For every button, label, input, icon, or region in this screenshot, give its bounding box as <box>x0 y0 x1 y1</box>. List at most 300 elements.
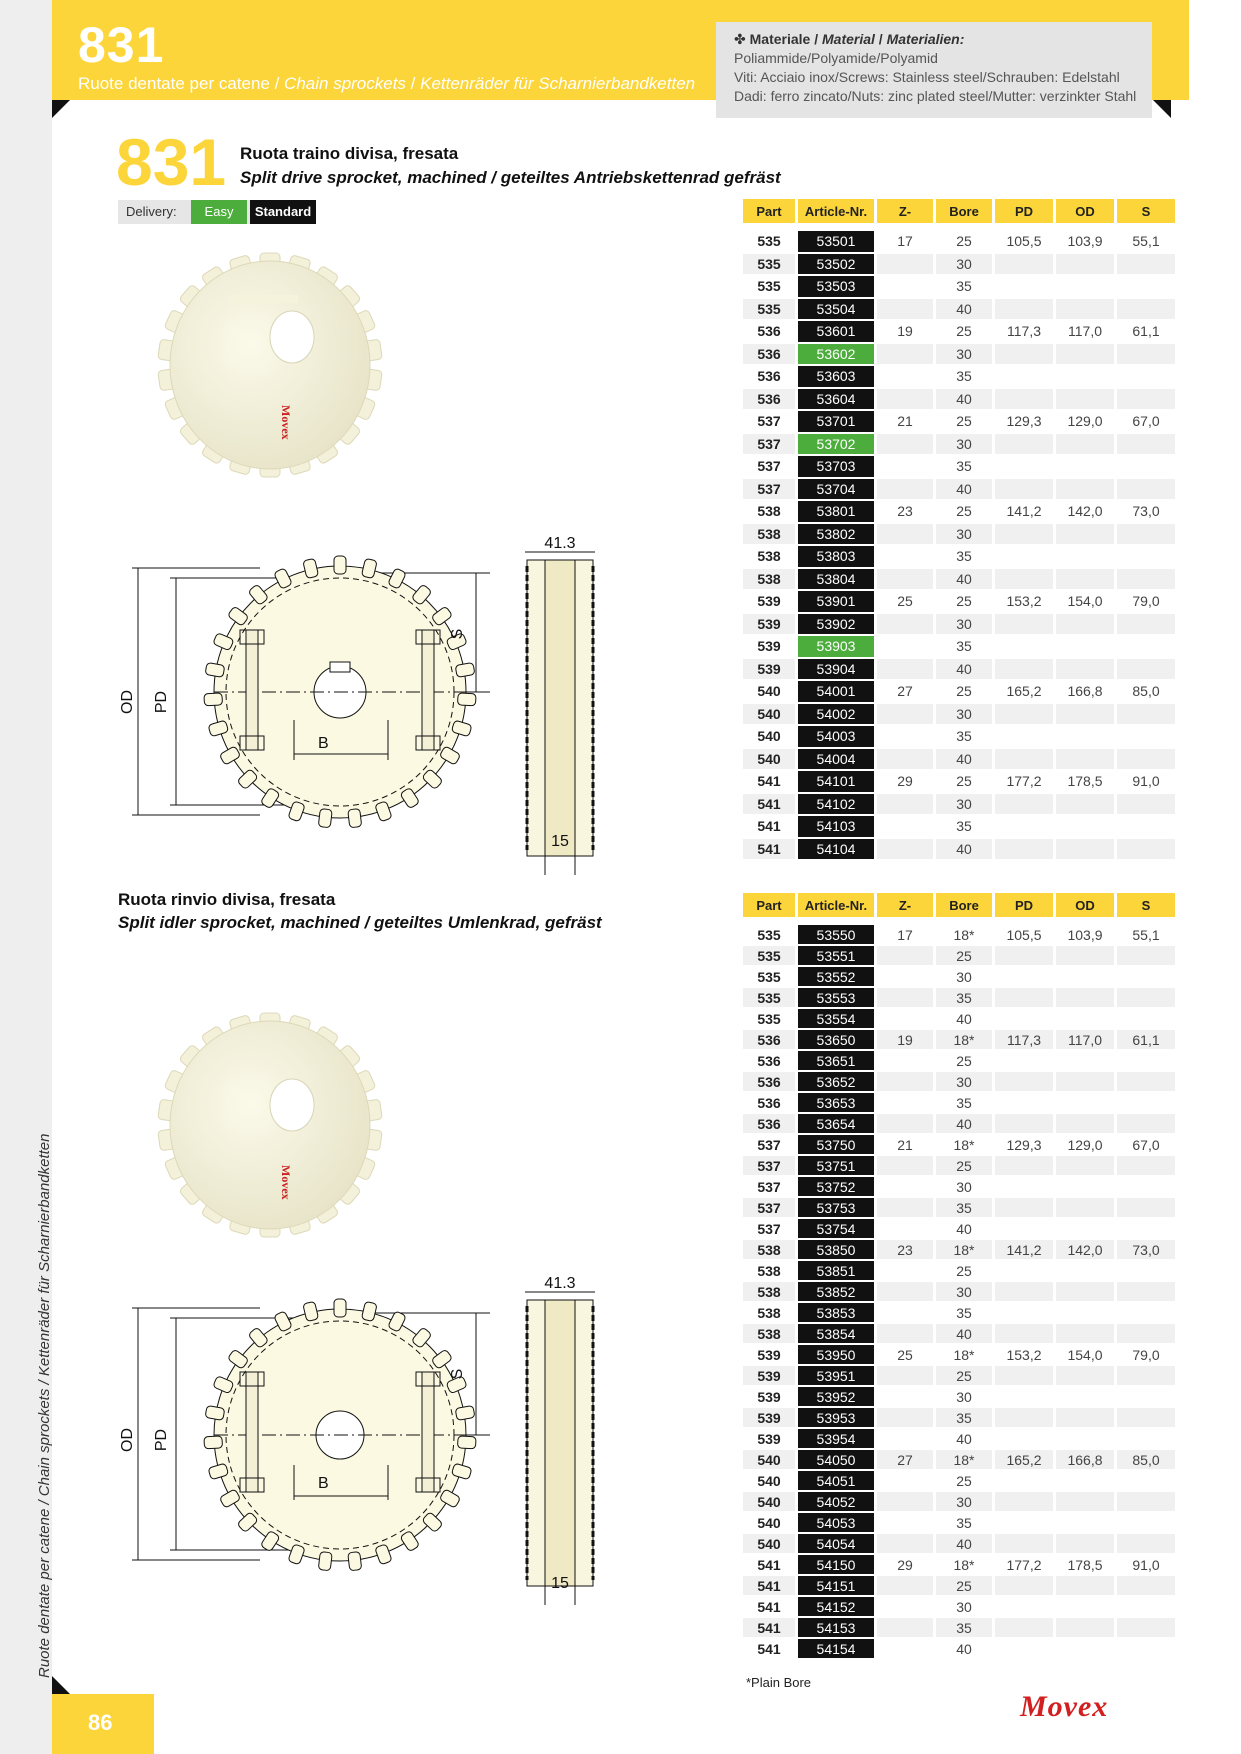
table-row <box>743 816 1178 839</box>
pd-cell <box>995 1114 1056 1135</box>
bore-cell: 30 <box>936 1177 995 1198</box>
teeth-cell <box>877 946 936 967</box>
table-row <box>743 1072 1178 1093</box>
article-cell: 54053 <box>798 1513 877 1534</box>
od-cell <box>1056 299 1117 322</box>
table-row <box>743 1198 1178 1219</box>
materials-line-2: Viti: Acciaio inox/Screws: Stainless steel/Schrauben: Edelstahl <box>734 69 1120 85</box>
pd-label: PD <box>153 1428 170 1452</box>
s-cell <box>1117 1366 1178 1387</box>
materials-title-de: Materialien: <box>886 31 965 47</box>
bore-cell: 35 <box>936 636 995 659</box>
teeth-cell <box>877 988 936 1009</box>
table-row <box>743 1051 1178 1072</box>
bore-cell: 30 <box>936 434 995 457</box>
s-cell <box>1117 1597 1178 1618</box>
od-cell <box>1056 839 1117 862</box>
pd-cell <box>995 704 1056 727</box>
s-cell <box>1117 1492 1178 1513</box>
article-cell: 53902 <box>798 614 877 637</box>
table-row <box>743 614 1178 637</box>
od-cell <box>1056 254 1117 277</box>
teeth-cell <box>877 1639 936 1660</box>
teeth-cell <box>877 1492 936 1513</box>
part-cell: 538 <box>743 524 798 547</box>
part-cell: 538 <box>743 1240 798 1261</box>
s-cell <box>1117 1618 1178 1639</box>
materials-line-1: Poliammide/Polyamide/Polyamid <box>734 50 938 66</box>
part-cell: 541 <box>743 1555 798 1576</box>
od-cell <box>1056 1093 1117 1114</box>
table-row <box>743 1387 1178 1408</box>
table-row <box>743 1282 1178 1303</box>
s-cell: 55,1 <box>1117 925 1178 946</box>
table-row <box>743 591 1178 614</box>
s-cell <box>1117 1009 1178 1030</box>
part-cell: 536 <box>743 389 798 412</box>
pd-cell: 129,3 <box>995 1135 1056 1156</box>
part-cell: 535 <box>743 925 798 946</box>
bore-cell: 25 <box>936 1051 995 1072</box>
teeth-cell: 17 <box>877 231 936 254</box>
table-row <box>743 1408 1178 1429</box>
article-cell: 53654 <box>798 1114 877 1135</box>
teeth-cell: 17 <box>877 925 936 946</box>
s-cell <box>1117 794 1178 817</box>
width-label: 41.3 <box>544 1275 576 1292</box>
s-cell <box>1117 1198 1178 1219</box>
pd-cell <box>995 1576 1056 1597</box>
part-cell: 541 <box>743 816 798 839</box>
pd-cell <box>995 1429 1056 1450</box>
s-cell: 55,1 <box>1117 231 1178 254</box>
od-cell: 142,0 <box>1056 501 1117 524</box>
s-cell <box>1117 704 1178 727</box>
article-cell: 54152 <box>798 1597 877 1618</box>
pd-cell: 141,2 <box>995 1240 1056 1261</box>
part-cell: 536 <box>743 344 798 367</box>
table-row <box>743 659 1178 682</box>
teeth-cell: 19 <box>877 321 936 344</box>
column-header: S <box>1117 893 1178 917</box>
pd-cell <box>995 524 1056 547</box>
teeth-cell <box>877 1576 936 1597</box>
pd-cell <box>995 1618 1056 1639</box>
teeth-cell: 29 <box>877 1555 936 1576</box>
teeth-cell <box>877 816 936 839</box>
s-cell <box>1117 479 1178 502</box>
part-cell: 541 <box>743 1576 798 1597</box>
part-cell: 540 <box>743 1513 798 1534</box>
pd-cell <box>995 389 1056 412</box>
part-cell: 535 <box>743 231 798 254</box>
bore-cell: 18* <box>936 1240 995 1261</box>
article-cell: 54154 <box>798 1639 877 1660</box>
table-row <box>743 1492 1178 1513</box>
pd-cell <box>995 816 1056 839</box>
series-number: 831 <box>78 17 165 73</box>
teeth-cell: 21 <box>877 1135 936 1156</box>
od-cell: 166,8 <box>1056 1450 1117 1471</box>
od-cell <box>1056 344 1117 367</box>
part-cell: 538 <box>743 546 798 569</box>
s-cell <box>1117 1471 1178 1492</box>
table-row <box>743 1597 1178 1618</box>
article-cell: 53901 <box>798 591 877 614</box>
od-cell <box>1056 946 1117 967</box>
pd-cell <box>995 1156 1056 1177</box>
table-row <box>743 344 1178 367</box>
od-cell <box>1056 636 1117 659</box>
s-cell <box>1117 299 1178 322</box>
pd-cell: 153,2 <box>995 1345 1056 1366</box>
s-cell: 73,0 <box>1117 1240 1178 1261</box>
b-label: B <box>318 735 329 752</box>
s-cell <box>1117 659 1178 682</box>
part-cell: 541 <box>743 1597 798 1618</box>
column-header: OD <box>1056 199 1117 223</box>
bore-cell: 30 <box>936 704 995 727</box>
bore-cell: 30 <box>936 254 995 277</box>
column-header: S <box>1117 199 1178 223</box>
article-cell: 54002 <box>798 704 877 727</box>
pd-cell <box>995 1093 1056 1114</box>
s-cell <box>1117 389 1178 412</box>
bore-cell: 40 <box>936 839 995 862</box>
teeth-cell <box>877 636 936 659</box>
teeth-cell <box>877 524 936 547</box>
column-header: PD <box>995 893 1056 917</box>
table-row <box>743 1366 1178 1387</box>
s-cell <box>1117 366 1178 389</box>
bore-cell: 35 <box>936 366 995 389</box>
od-cell <box>1056 1471 1117 1492</box>
s-cell: 91,0 <box>1117 771 1178 794</box>
pd-cell <box>995 726 1056 749</box>
s-cell <box>1117 1282 1178 1303</box>
teeth-cell <box>877 1303 936 1324</box>
od-cell <box>1056 434 1117 457</box>
part-cell: 541 <box>743 1618 798 1639</box>
teeth-cell <box>877 254 936 277</box>
part-cell: 536 <box>743 321 798 344</box>
bore-cell: 25 <box>936 591 995 614</box>
table-row <box>743 1555 1178 1576</box>
od-cell <box>1056 479 1117 502</box>
article-cell: 53702 <box>798 434 877 457</box>
od-cell <box>1056 1114 1117 1135</box>
part-cell: 537 <box>743 456 798 479</box>
pd-cell <box>995 344 1056 367</box>
s-cell <box>1117 1261 1178 1282</box>
teeth-cell <box>877 614 936 637</box>
table-row <box>743 1240 1178 1261</box>
table-row <box>743 501 1178 524</box>
teeth-cell <box>877 1051 936 1072</box>
article-cell: 53502 <box>798 254 877 277</box>
bore-cell: 25 <box>936 1576 995 1597</box>
article-cell: 53953 <box>798 1408 877 1429</box>
part-cell: 537 <box>743 1219 798 1240</box>
table-row <box>743 794 1178 817</box>
bore-cell: 25 <box>936 771 995 794</box>
bore-cell: 25 <box>936 681 995 704</box>
teeth-cell <box>877 1366 936 1387</box>
pd-cell <box>995 794 1056 817</box>
bore-cell: 40 <box>936 1009 995 1030</box>
teeth-cell <box>877 1534 936 1555</box>
article-cell: 54004 <box>798 749 877 772</box>
column-header: Z- <box>877 199 936 223</box>
article-cell: 53652 <box>798 1072 877 1093</box>
bore-cell: 40 <box>936 1324 995 1345</box>
standard-badge: Standard <box>250 200 316 224</box>
article-cell: 54054 <box>798 1534 877 1555</box>
pd-cell <box>995 946 1056 967</box>
od-cell <box>1056 1618 1117 1639</box>
teeth-cell <box>877 704 936 727</box>
bore-cell: 25 <box>936 321 995 344</box>
s-cell <box>1117 749 1178 772</box>
s-cell <box>1117 1156 1178 1177</box>
bore-cell: 30 <box>936 1072 995 1093</box>
pd-cell <box>995 1387 1056 1408</box>
hub-label: 15 <box>551 833 569 850</box>
bore-cell: 35 <box>936 276 995 299</box>
article-cell: 53650 <box>798 1030 877 1051</box>
part-cell: 537 <box>743 434 798 457</box>
s-cell <box>1117 614 1178 637</box>
part-cell: 538 <box>743 1324 798 1345</box>
bore-cell: 25 <box>936 501 995 524</box>
od-cell <box>1056 389 1117 412</box>
pd-cell <box>995 299 1056 322</box>
s-cell <box>1117 344 1178 367</box>
teeth-cell <box>877 366 936 389</box>
article-cell: 53750 <box>798 1135 877 1156</box>
article-cell: 54150 <box>798 1555 877 1576</box>
pd-label: PD <box>153 690 170 714</box>
teeth-cell <box>877 749 936 772</box>
teeth-cell: 27 <box>877 681 936 704</box>
article-cell: 53752 <box>798 1177 877 1198</box>
bore-cell: 30 <box>936 794 995 817</box>
table-row <box>743 434 1178 457</box>
od-cell: 166,8 <box>1056 681 1117 704</box>
corner-mark <box>1153 100 1171 118</box>
pd-cell <box>995 1492 1056 1513</box>
article-cell: 53803 <box>798 546 877 569</box>
teeth-cell <box>877 1177 936 1198</box>
idler-subtitle: Split idler sprocket, machined / geteiltes Umlenkrad, gefräst <box>118 913 602 932</box>
pd-cell: 177,2 <box>995 771 1056 794</box>
table-row <box>743 231 1178 254</box>
bore-cell: 35 <box>936 988 995 1009</box>
article-cell: 53653 <box>798 1093 877 1114</box>
s-cell <box>1117 1114 1178 1135</box>
od-cell: 154,0 <box>1056 1345 1117 1366</box>
part-cell: 536 <box>743 1072 798 1093</box>
table-row <box>743 681 1178 704</box>
bore-cell: 35 <box>936 816 995 839</box>
part-cell: 540 <box>743 1471 798 1492</box>
pd-cell <box>995 1639 1056 1660</box>
column-header: PD <box>995 199 1056 223</box>
column-header: Bore <box>936 199 995 223</box>
column-header: Bore <box>936 893 995 917</box>
part-cell: 535 <box>743 988 798 1009</box>
column-header: Article-Nr. <box>798 893 877 917</box>
s-cell: 79,0 <box>1117 591 1178 614</box>
pd-cell: 165,2 <box>995 681 1056 704</box>
bore-cell: 35 <box>936 456 995 479</box>
article-cell: 54103 <box>798 816 877 839</box>
drive-spec-table <box>743 199 1178 861</box>
od-cell <box>1056 794 1117 817</box>
od-cell <box>1056 614 1117 637</box>
article-cell: 53952 <box>798 1387 877 1408</box>
teeth-cell <box>877 659 936 682</box>
pd-cell: 129,3 <box>995 411 1056 434</box>
teeth-cell <box>877 479 936 502</box>
teeth-cell <box>877 569 936 592</box>
s-cell <box>1117 1177 1178 1198</box>
article-cell: 53850 <box>798 1240 877 1261</box>
table-row <box>743 546 1178 569</box>
part-cell: 541 <box>743 1639 798 1660</box>
easy-badge: Easy <box>191 200 247 224</box>
od-cell <box>1056 1072 1117 1093</box>
s-cell: 79,0 <box>1117 1345 1178 1366</box>
s-cell: 85,0 <box>1117 1450 1178 1471</box>
s-cell <box>1117 726 1178 749</box>
sidebar-caption: Ruote dentate per catene / Chain sprockets / Kettenräder für Scharnierbandketten <box>36 1133 53 1678</box>
od-cell <box>1056 1534 1117 1555</box>
part-cell: 541 <box>743 794 798 817</box>
teeth-cell <box>877 276 936 299</box>
s-cell <box>1117 546 1178 569</box>
article-cell: 53550 <box>798 925 877 946</box>
part-cell: 536 <box>743 366 798 389</box>
part-cell: 535 <box>743 299 798 322</box>
s-cell <box>1117 1093 1178 1114</box>
teeth-cell <box>877 389 936 412</box>
page-number: 86 <box>88 1710 113 1735</box>
od-cell <box>1056 1177 1117 1198</box>
part-cell: 536 <box>743 1114 798 1135</box>
part-cell: 537 <box>743 479 798 502</box>
pd-cell <box>995 659 1056 682</box>
bore-cell: 30 <box>936 1387 995 1408</box>
teeth-cell <box>877 726 936 749</box>
pd-cell <box>995 569 1056 592</box>
article-cell: 54101 <box>798 771 877 794</box>
product-title: Ruota traino divisa, fresata <box>240 144 459 163</box>
bore-cell: 35 <box>936 726 995 749</box>
part-cell: 535 <box>743 254 798 277</box>
teeth-cell <box>877 1387 936 1408</box>
s-cell <box>1117 1324 1178 1345</box>
article-cell: 53751 <box>798 1156 877 1177</box>
od-cell <box>1056 1324 1117 1345</box>
teeth-cell <box>877 1324 936 1345</box>
part-cell: 539 <box>743 636 798 659</box>
table-row <box>743 299 1178 322</box>
article-cell: 53501 <box>798 231 877 254</box>
part-cell: 535 <box>743 276 798 299</box>
teeth-cell <box>877 1429 936 1450</box>
product-subtitle: Split drive sprocket, machined / geteiltes Antriebskettenrad gefräst <box>240 168 781 187</box>
table-row <box>743 1093 1178 1114</box>
article-cell: 53851 <box>798 1261 877 1282</box>
article-cell: 53601 <box>798 321 877 344</box>
part-cell: 536 <box>743 1093 798 1114</box>
article-cell: 53603 <box>798 366 877 389</box>
pd-cell <box>995 839 1056 862</box>
bore-cell: 30 <box>936 524 995 547</box>
part-cell: 535 <box>743 1009 798 1030</box>
s-cell <box>1117 967 1178 988</box>
part-cell: 535 <box>743 967 798 988</box>
article-cell: 53903 <box>798 636 877 659</box>
s-cell <box>1117 1534 1178 1555</box>
bore-cell: 25 <box>936 231 995 254</box>
table-row <box>743 1261 1178 1282</box>
teeth-cell <box>877 1219 936 1240</box>
article-cell: 54050 <box>798 1450 877 1471</box>
pd-cell <box>995 1303 1056 1324</box>
od-cell <box>1056 1198 1117 1219</box>
table-row <box>743 1345 1178 1366</box>
pd-cell: 165,2 <box>995 1450 1056 1471</box>
materials-box: ✤ Materiale / Material / Materialien: Poliammide/Polyamide/Polyamid Viti: Acciaio inox/Screws: Stainless steel/Schrauben: Edelstahl Dadi: ferro zincato/Nuts: zinc plated steel/Mutter: verzinkter Stahl <box>716 22 1152 118</box>
width-label: 41.3 <box>544 535 576 552</box>
article-cell: 53802 <box>798 524 877 547</box>
od-label: OD <box>119 1428 136 1452</box>
od-cell <box>1056 1366 1117 1387</box>
s-cell <box>1117 1051 1178 1072</box>
pd-cell <box>995 1282 1056 1303</box>
article-cell: 54153 <box>798 1618 877 1639</box>
teeth-cell: 25 <box>877 1345 936 1366</box>
s-cell: 91,0 <box>1117 1555 1178 1576</box>
pd-cell: 105,5 <box>995 925 1056 946</box>
table-row <box>743 704 1178 727</box>
bore-cell: 18* <box>936 1450 995 1471</box>
od-cell <box>1056 749 1117 772</box>
materials-icon: ✤ <box>734 31 750 47</box>
article-cell: 53703 <box>798 456 877 479</box>
bore-cell: 25 <box>936 411 995 434</box>
s-label: S <box>449 1368 466 1380</box>
pd-cell <box>995 276 1056 299</box>
column-header: OD <box>1056 893 1117 917</box>
teeth-cell <box>877 1408 936 1429</box>
table-row <box>743 254 1178 277</box>
svg-text:Movex: Movex <box>279 1165 293 1200</box>
bore-cell: 40 <box>936 1639 995 1660</box>
table-row <box>743 1513 1178 1534</box>
table-row <box>743 636 1178 659</box>
pd-cell <box>995 479 1056 502</box>
article-cell: 53853 <box>798 1303 877 1324</box>
s-cell: 85,0 <box>1117 681 1178 704</box>
teeth-cell: 29 <box>877 771 936 794</box>
article-cell: 53904 <box>798 659 877 682</box>
s-cell <box>1117 988 1178 1009</box>
teeth-cell <box>877 1198 936 1219</box>
pd-cell <box>995 1261 1056 1282</box>
